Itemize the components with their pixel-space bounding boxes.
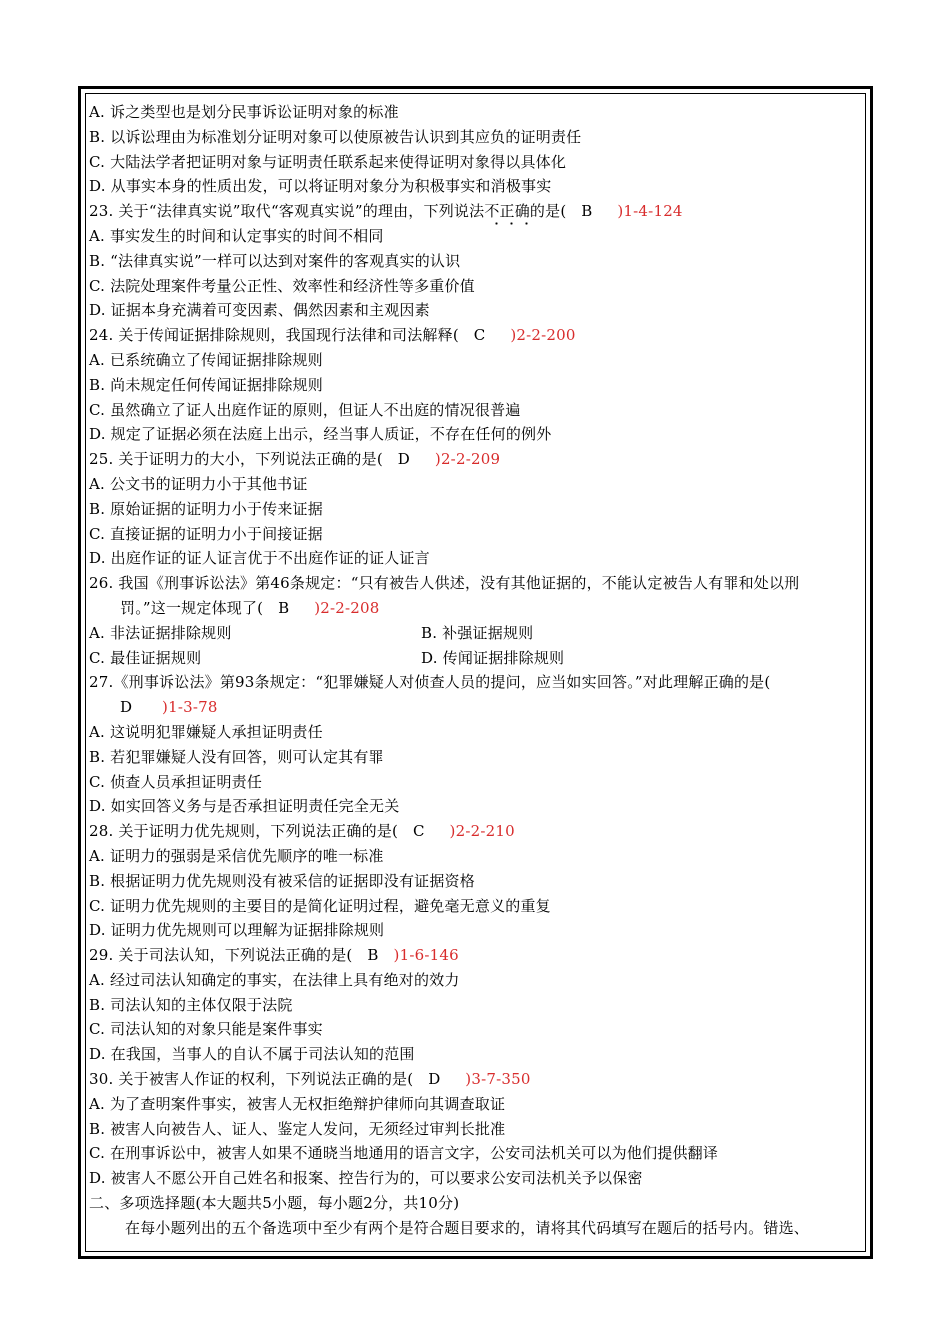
q27-reference: 1-3-78 (168, 698, 218, 717)
q24-option-d: D. 规定了证据必须在法庭上出示，经当事人质证，不存在任何的例外 (89, 425, 552, 444)
q30-close: ) (465, 1070, 472, 1089)
q26-stem-line2 (89, 596, 864, 621)
q29-answer: B (367, 946, 379, 965)
q24-option-b: B. 尚未规定任何传闻证据排除规则 (89, 375, 323, 394)
q24-answer: C (473, 326, 486, 345)
q27-option-b: B. 若犯罪嫌疑人没有回答，则可认定其有罪 (89, 747, 384, 766)
q22-option-b: B. 以诉讼理由为标准划分证明对象可以使原被告认识到其应负的证明责任 (89, 127, 582, 146)
q22-option-d: D. 从事实本身的性质出发，可以将证明对象分为积极事实和消极事实 (89, 177, 552, 196)
q27-close: ) (162, 698, 169, 717)
q28-option-c: C. 证明力优先规则的主要目的是简化证明过程，避免毫无意义的重复 (89, 896, 551, 915)
q25-answer: D (397, 450, 411, 469)
q27-stem-line2 (89, 695, 864, 720)
q25-close: ) (434, 450, 441, 469)
q24-option-a: A. 已系统确立了传闻证据排除规则 (89, 350, 323, 369)
q26-close: ) (314, 598, 321, 617)
q23-option-d: D. 证据本身充满着可变因素、偶然因素和主观因素 (89, 301, 430, 320)
q27-option-a: A. 这说明犯罪嫌疑人承担证明责任 (89, 722, 323, 741)
q27-stem-line1: 27.《刑事诉讼法》第93条规定：“犯罪嫌疑人对侦查人员的提问，应当如实回答。”对此理解正确的是( (89, 673, 771, 692)
q23-stem-text: 23. 关于“法律真实说”取代“客观真实说”的理由，下列说法 (89, 202, 485, 221)
q30-option-a: A. 为了查明案件事实，被害人无权拒绝辩护律师向其调查取证 (89, 1094, 506, 1113)
q27-answer: D (120, 698, 133, 717)
q25-stem (89, 447, 864, 472)
q26-option-c: C. 最佳证据规则 (89, 648, 202, 667)
exam-content (89, 100, 864, 1241)
q23-emphasis: 不正确 (484, 199, 530, 224)
q24-stem (89, 323, 864, 348)
q28-option-a: A. 证明力的强弱是采信优先顺序的唯一标准 (89, 846, 384, 865)
q27-option-c: C. 侦查人员承担证明责任 (89, 772, 263, 791)
q30-stem-text: 30. 关于被害人作证的权利，下列说法正确的是( (89, 1070, 414, 1089)
q26-options-row2 (89, 646, 864, 671)
q23-close: ) (617, 202, 624, 221)
q25-option-a: A. 公文书的证明力小于其他书证 (89, 474, 308, 493)
q29-close: ) (393, 946, 400, 965)
q29-stem-text: 29. 关于司法认知，下列说法正确的是( (89, 946, 353, 965)
q29-option-d: D. 在我国，当事人的自认不属于司法认知的范围 (89, 1045, 415, 1064)
q25-option-d: D. 出庭作证的证人证言优于不出庭作证的证人证言 (89, 549, 430, 568)
q28-answer: C (412, 822, 425, 841)
q24-reference: 2-2-200 (516, 326, 576, 345)
q23-option-a: A. 事实发生的时间和认定事实的时间不相同 (89, 226, 384, 245)
q26-option-b: B. 补强证据规则 (421, 623, 534, 642)
q29-option-a: A. 经过司法认知确定的事实，在法律上具有绝对的效力 (89, 970, 460, 989)
q28-option-d: D. 证明力优先规则可以理解为证据排除规则 (89, 921, 385, 940)
q23-stem-tail: 的是( (529, 202, 567, 221)
q26-option-d: D. 传闻证据排除规则 (421, 648, 565, 667)
q23-option-c: C. 法院处理案件考量公正性、效率性和经济性等多重价值 (89, 276, 475, 295)
q30-option-d: D. 被害人不愿公开自己姓名和报案、控告行为的，可以要求公安司法机关予以保密 (89, 1169, 643, 1188)
q30-reference: 3-7-350 (471, 1070, 531, 1089)
q30-answer: D (428, 1070, 441, 1089)
q29-option-b: B. 司法认知的主体仅限于法院 (89, 995, 293, 1014)
q28-stem (89, 819, 864, 844)
q25-option-c: C. 直接证据的证明力小于间接证据 (89, 524, 323, 543)
q22-option-c: C. 大陆法学者把证明对象与证明责任联系起来使得证明对象得以具体化 (89, 152, 567, 171)
q24-close: ) (510, 326, 517, 345)
q26-options-row1 (89, 621, 864, 646)
q26-stem-line1: 26. 我国《刑事诉讼法》第46条规定：“只有被告人供述，没有其他证据的，不能认定被告人有罪和处以刑 (89, 574, 800, 593)
q28-stem-text: 28. 关于证明力优先规则，下列说法正确的是( (89, 822, 399, 841)
q28-option-b: B. 根据证明力优先规则没有被采信的证据即没有证据资格 (89, 871, 475, 890)
q30-option-c: C. 在刑事诉讼中，被害人如果不通晓当地通用的语言文字，公安司法机关可以为他们提供翻译 (89, 1144, 719, 1163)
q26-stem-text: 罚。”这一规定体现了( (120, 598, 264, 617)
q25-option-b: B. 原始证据的证明力小于传来证据 (89, 499, 323, 518)
q22-option-a: A. 诉之类型也是划分民事诉讼证明对象的标准 (89, 103, 399, 121)
q25-stem-text: 25. 关于证明力的大小，下列说法正确的是( (89, 450, 383, 469)
q23-option-b: B. “法律真实说”一样可以达到对案件的客观真实的认识 (89, 251, 461, 270)
q23-answer: B (581, 202, 593, 221)
q30-option-b: B. 被害人向被告人、证人、鉴定人发问，无须经过审判长批准 (89, 1119, 506, 1138)
q29-stem (89, 943, 864, 968)
section2-heading: 二、多项选择题(本大题共5小题，每小题2分，共10分) (89, 1194, 460, 1213)
q26-answer: B (278, 598, 290, 617)
q29-reference: 1-6-146 (399, 946, 459, 965)
q23-stem (89, 199, 864, 224)
q25-reference: 2-2-209 (440, 450, 501, 469)
q26-reference: 2-2-208 (320, 598, 380, 617)
q23-reference: 1-4-124 (623, 202, 683, 221)
q30-stem (89, 1067, 864, 1092)
q29-option-c: C. 司法认知的对象只能是案件事实 (89, 1020, 323, 1039)
q26-option-a: A. 非法证据排除规则 (89, 623, 232, 642)
q28-reference: 2-2-210 (455, 822, 515, 841)
q24-option-c: C. 虽然确立了证人出庭作证的原则，但证人不出庭的情况很普遍 (89, 400, 521, 419)
q24-stem-text: 24. 关于传闻证据排除规则，我国现行法律和司法解释( (89, 326, 459, 345)
section2-instruction: 在每小题列出的五个备选项中至少有两个是符合题目要求的，请将其代码填写在题后的括号内。错选、 (125, 1218, 810, 1237)
q27-option-d: D. 如实回答义务与是否承担证明责任完全无关 (89, 797, 400, 816)
q28-close: ) (449, 822, 456, 841)
